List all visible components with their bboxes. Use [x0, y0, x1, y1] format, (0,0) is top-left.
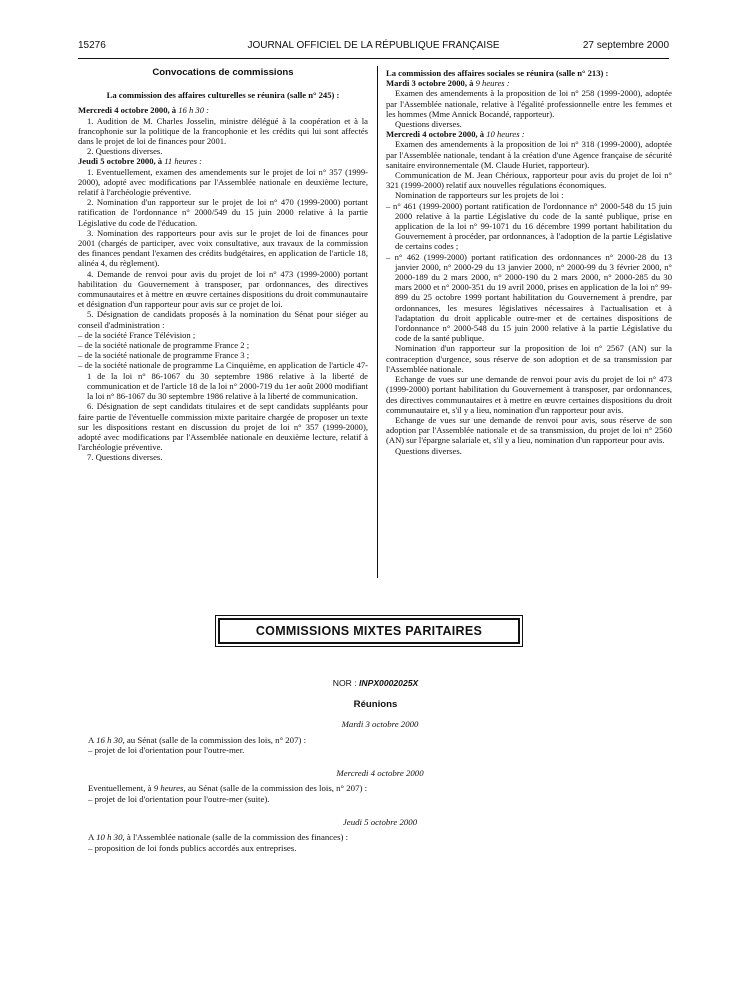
agenda-item: 3. Nomination des rapporteurs pour avis sur le projet de loi de finances pour 2001 (chargés de participer, avec voix consultative, aux travaux de la commission des finances pendant l'examen des crédits budgétaires, en application de l'article 18, alinéa 4, du règlement). — [78, 227, 368, 269]
meeting-place: A 16 h 30, au Sénat (salle de la commission des lois, n° 207) : — [88, 734, 307, 745]
header-rule — [78, 58, 669, 59]
agenda-item: Examen des amendements à la proposition de loi n° 258 (1999-2000), adoptée par l'Assemblée nationale, relative à l'égalité professionnelle entre les femmes et les hommes (Mme Annick Bocandé, rapporteur). — [386, 88, 672, 119]
agenda-item: 6. Désignation de sept candidats titulaires et de sept candidats suppléants pour faire partie de l'éventuelle commission mixte paritaire chargée de proposer un texte sur les dispositions restant en discussion du projet de loi n° 357 (1999-2000), adopté avec modifications par l'Assemblée nationale en deuxième lecture, relatif à l'archéologie préventive. — [78, 401, 368, 453]
agenda-item: 2. Nomination d'un rapporteur sur le projet de loi n° 470 (1999-2000) portant ratification de l'ordonnance n° 2000/549 du 15 juin 2000 relative à la partie Législative du code de l'éducation. — [78, 197, 368, 228]
nor-reference: NOR : INPX0002025X — [332, 678, 419, 688]
day-heading: Mardi 3 octobre 2000, à 9 heures : — [386, 78, 510, 89]
agenda-item: Questions diverses. — [395, 119, 462, 130]
section-banner: COMMISSIONS MIXTES PARITAIRES — [218, 618, 520, 644]
agenda-item: 1. Eventuellement, examen des amendements sur le projet de loi n° 357 (1999-2000), adopté avec modifications par l'Assemblée nationale en deuxième lecture, relatif à l'archéologie préventive. — [78, 166, 368, 198]
agenda-item: Nomination d'un rapporteur sur la proposition de loi n° 2567 (AN) sur la contraception d'urgence, sous réserve de son adoption et de sa transmission par l'Assemblée nationale. — [386, 343, 672, 374]
nor-code: INPX0002025X — [359, 678, 419, 688]
agenda-item: Questions diverses. — [395, 445, 462, 456]
list-item: – de la société nationale de programme La Cinquième, en application de l'article 47-1 de la loi n° 86-1067 du 30 septembre 1986 relative à la liberté de communication et de l'article 18 de la loi n° 2000-719 du 1er août 2000 modifiant la loi n° 86-1067 du 30 septembre 1986 relative à la liberté de communication. — [78, 360, 368, 402]
agenda-item: 2. Questions diverses. — [87, 146, 163, 157]
day-heading: Jeudi 5 octobre 2000, à 11 heures : — [78, 156, 202, 167]
list-item: – de la société nationale de programme France 3 ; — [78, 350, 250, 361]
commission-heading: La commission des affaires culturelles se réunira (salle n° 245) : — [106, 90, 340, 101]
meeting-item: – proposition de loi fonds publics accordés aux entreprises. — [88, 842, 297, 853]
list-item: – de la société France Télévision ; — [78, 329, 196, 340]
meeting-place: Eventuellement, à 9 heures, au Sénat (salle de la commission des lois, n° 207) : — [88, 783, 368, 794]
left-column — [78, 68, 368, 463]
right-column — [386, 68, 672, 456]
cmp-meetings — [88, 719, 672, 865]
meeting-day: Jeudi 5 octobre 2000 — [342, 816, 418, 827]
meeting-block — [88, 817, 672, 854]
list-item: – de la société nationale de programme France 2 ; — [78, 340, 250, 351]
meeting-block — [88, 719, 672, 756]
reunions-title: Réunions — [353, 699, 398, 710]
meeting-day: Mardi 3 octobre 2000 — [341, 719, 419, 729]
agenda-item: 4. Demande de renvoi pour avis du projet de loi n° 473 (1999-2000) portant habilitation du Gouvernement à transposer, par ordonnances, des directives communautaires et à mettre en œuvre certaines dispositions du droit communautaire et désignation d'un rapporteur pour avis sur ce projet de loi. — [78, 268, 368, 310]
agenda-item: Echange de vues sur une demande de renvoi pour avis du projet de loi n° 473 (1999-2000) portant habilitation du Gouvernement à transposer, par ordonnances, des directives communautaires et à mettre en œuvre certaines dispositions du droit communautaire et, s'il y a lieu, nomination d'un rapporteur pour avis. — [386, 374, 672, 415]
agenda-item: 1. Audition de M. Charles Josselin, ministre délégué à la coopération et à la francophonie sur la politique de la francophonie et les crédits qui lui sont affectés dans le projet de loi de finances pour 2001. — [78, 115, 368, 147]
meeting-day: Mercredi 4 octobre 2000 — [336, 767, 424, 778]
meeting-block — [88, 768, 672, 805]
meeting-place: A 10 h 30, à l'Assemblée nationale (salle de la commission des finances) : — [88, 832, 349, 843]
meeting-item: – projet de loi d'orientation pour l'outre-mer. — [88, 745, 245, 756]
section-title: Convocations de commissions — [152, 67, 294, 78]
commission-heading: La commission des affaires sociales se réunira (salle n° 213) : — [386, 68, 609, 78]
column-separator — [377, 66, 378, 578]
journal-title: JOURNAL OFFICIEL DE LA RÉPUBLIQUE FRANÇAISE — [247, 40, 500, 51]
list-item: – n° 461 (1999-2000) portant ratification de l'ordonnance n° 2000-548 du 15 juin 2000 relative à la partie Législative du code de la santé publique, prise en application de la loi n° 99-1071 du 16 décembre 1999 portant habilitation du Gouvernement à procéder, par ordonnances, à l'adoption de la partie Législative de certains codes ; — [386, 200, 672, 252]
agenda-item: Echange de vues sur une demande de renvoi pour avis, sous réserve de son adoption par l'Assemblée nationale et de sa transmission, du projet de loi n° 2560 (AN) sur l'épargne salariale et, s'il y a lieu, nomination d'un rapporteur pour avis. — [386, 414, 672, 446]
list-item: – n° 462 (1999-2000) portant ratification des ordonnances n° 2000-28 du 13 janvier 2000, n° 2000-29 du 13 janvier 2000, n° 2000-99 du 3 février 2000, n° 2000-189 du 2 mars 2000, n° 2000-190 du 2 mars 2000, n° 2000-285 du 30 mars 2000 et n° 2000-351 du 19 avril 2000, prises en application de la loi n° 99-899 du 25 octobre 1999 portant habilitation du Gouvernement à prendre, par ordonnances, les mesures législatives nécessaires à l'actualisation et à l'adaptation du droit applicable outre-mer et de certaines dispositions de l'ordonnance n° 2000-548 du 15 juin 2000 relative à la partie Législative du code de la santé publique. — [386, 251, 672, 344]
page-number: 15276 — [78, 40, 106, 51]
page-header — [78, 40, 669, 56]
agenda-item: Communication de M. Jean Chérioux, rapporteur pour avis du projet de loi n° 321 (1999-2000) relatif aux nouvelles régulations économiques. — [386, 170, 672, 191]
day-heading: Mercredi 4 octobre 2000, à 16 h 30 : — [78, 105, 210, 116]
meeting-item: – projet de loi d'orientation pour l'outre-mer (suite). — [88, 793, 270, 804]
day-heading: Mercredi 4 octobre 2000, à 10 heures : — [386, 129, 525, 140]
agenda-item: 7. Questions diverses. — [87, 452, 163, 463]
agenda-item: 5. Désignation de candidats proposés à la nomination du Sénat pour siéger au conseil d'administration : — [78, 309, 368, 330]
agenda-item: Nomination de rapporteurs sur les projets de loi : — [395, 190, 564, 201]
publication-date: 27 septembre 2000 — [582, 40, 669, 51]
agenda-item: Examen des amendements à la proposition de loi n° 318 (1999-2000), adoptée par l'Assemblée nationale, tendant à la création d'une Agence française de sécurité sanitaire environnementale (M. Claude Huriet, rapporteur). — [386, 139, 672, 170]
